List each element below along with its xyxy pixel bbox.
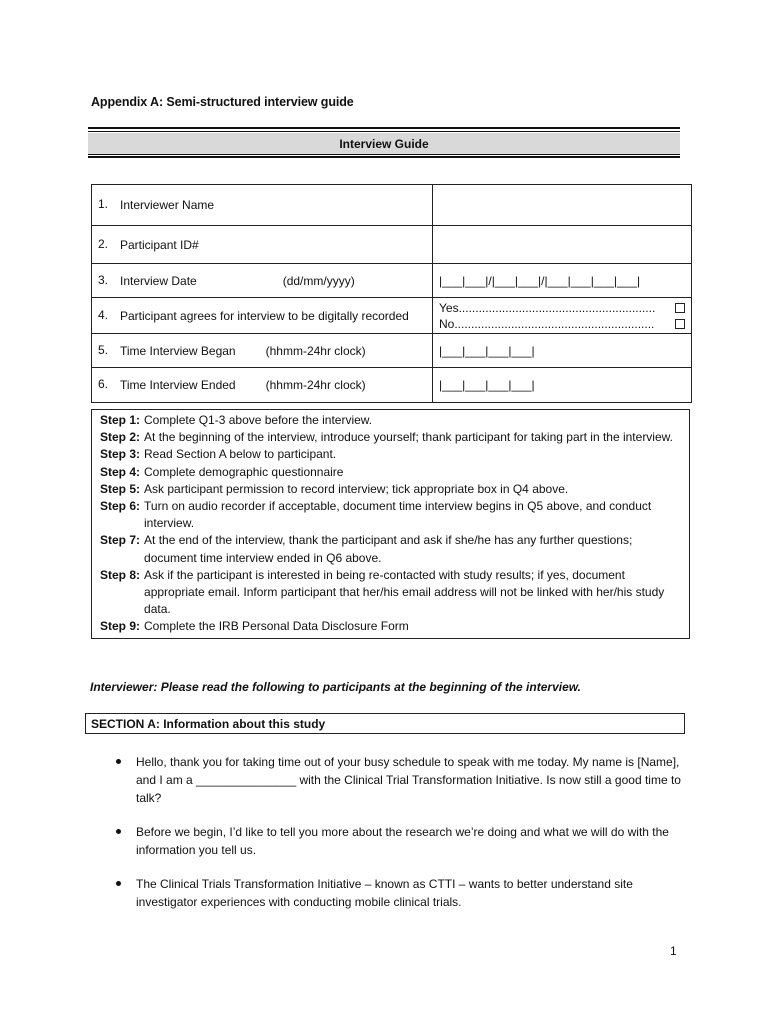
- date-fill-blanks: |___|___|/|___|___|/|___|___|___|___|: [439, 273, 641, 288]
- step-text: Read Section A below to participant.: [144, 447, 337, 462]
- page-number: 1: [670, 944, 677, 958]
- table-row: [92, 368, 692, 403]
- banner-rule: [88, 131, 680, 132]
- step-label: Step 7:: [100, 533, 141, 548]
- time-fill-blanks: |___|___|___|___|: [439, 343, 535, 358]
- question-number: 5.: [98, 342, 109, 357]
- section-a-bullets: [112, 753, 682, 927]
- step-text: Ask participant permission to record interview; tick appropriate box in Q4 above.: [144, 481, 569, 496]
- participant-id-answer-field[interactable]: [433, 226, 692, 264]
- table-row: [92, 334, 692, 368]
- question-number: 3.: [98, 272, 109, 287]
- interview-guide-banner: [88, 127, 680, 158]
- step-text: Turn on audio recorder if acceptable, document time interview begins in Q5 above, and conduct interview.: [144, 499, 652, 531]
- step-label: Step 2:: [100, 430, 141, 445]
- bullet-icon: [112, 753, 136, 807]
- step-item: [100, 481, 681, 498]
- question-number: 6.: [98, 377, 109, 391]
- time-ended-answer-field[interactable]: [433, 368, 692, 403]
- question-cell: [92, 226, 433, 264]
- step-label: Step 3:: [100, 447, 141, 462]
- bullet-icon: [112, 823, 136, 859]
- list-item: [112, 753, 682, 807]
- step-text: Ask if the participant is interested in being re-contacted with study results; if yes, document appropriate email. Inform participant that her/his email address will not be linked with her/his study data.: [144, 567, 665, 617]
- banner-title: Interview Guide: [88, 133, 680, 154]
- table-row: [92, 226, 692, 264]
- table-row: [92, 264, 692, 298]
- steps-instructions-box: [91, 409, 690, 639]
- step-label: Step 9:: [100, 619, 141, 634]
- question-cell: [92, 185, 433, 226]
- question-cell: [92, 334, 433, 368]
- step-item: [100, 498, 681, 532]
- consent-no-checkbox[interactable]: [675, 319, 685, 329]
- step-label: Step 4:: [100, 464, 141, 479]
- time-format-hint: (hhmm-24hr clock): [265, 378, 366, 392]
- banner-rule: [88, 154, 680, 155]
- interview-details-table: [91, 184, 692, 403]
- question-label: Participant agrees for interview to be digitally recorded: [120, 308, 409, 323]
- step-item: [100, 412, 681, 429]
- step-text: Complete demographic questionnaire: [144, 464, 344, 479]
- list-item: [112, 823, 682, 859]
- step-item: [100, 429, 681, 446]
- question-cell: [92, 298, 433, 334]
- question-number: 4.: [98, 307, 109, 322]
- question-label: Time Interview Ended: [120, 378, 236, 392]
- step-text: At the beginning of the interview, introduce yourself; thank participant for taking part in the interview.: [144, 430, 673, 445]
- step-text: Complete Q1-3 above before the interview.: [144, 413, 373, 427]
- time-began-answer-field[interactable]: [433, 334, 692, 368]
- time-fill-blanks: |___|___|___|___|: [439, 378, 535, 392]
- table-row: [92, 185, 692, 226]
- appendix-title: Appendix A: Semi-structured interview guide: [91, 95, 354, 109]
- step-item: [100, 464, 681, 481]
- banner-rule: [88, 127, 680, 129]
- question-cell: [92, 368, 433, 403]
- interview-date-answer-field[interactable]: [433, 264, 692, 298]
- step-item: [100, 532, 681, 566]
- step-text: Complete the IRB Personal Data Disclosure Form: [144, 619, 409, 634]
- step-label: Step 8:: [100, 567, 141, 582]
- consent-no-label: No............................................................: [439, 316, 655, 331]
- time-format-hint: (hhmm-24hr clock): [265, 343, 366, 358]
- consent-answer-field: [433, 298, 692, 334]
- bullet-text: Hello, thank you for taking time out of your busy schedule to speak with me today. My name is [Name], and I am a _______________ with the Clinical Trial Transformation Initiative. Is now still a good time to talk?: [136, 755, 681, 805]
- question-cell: [92, 264, 433, 298]
- table-row: [92, 298, 692, 334]
- interviewer-name-answer-field[interactable]: [433, 185, 692, 226]
- question-number: 1.: [98, 197, 109, 211]
- date-format-hint: (dd/mm/yyyy): [282, 273, 355, 288]
- bullet-icon: [112, 875, 136, 911]
- question-label: Participant ID#: [120, 237, 199, 252]
- question-label: Time Interview Began: [120, 343, 236, 358]
- step-item: [100, 567, 681, 619]
- bullet-text: The Clinical Trials Transformation Initiative – known as CTTI – wants to better understand site investigator experiences with conducting mobile clinical trials.: [136, 877, 633, 909]
- question-label: Interview Date: [120, 273, 197, 288]
- step-item: [100, 446, 681, 463]
- step-label: Step 5:: [100, 481, 141, 496]
- step-item: [100, 618, 681, 635]
- step-label: Step 6:: [100, 499, 141, 514]
- consent-yes-checkbox[interactable]: [675, 303, 685, 313]
- consent-yes-label: Yes...........................................................: [439, 300, 656, 315]
- step-label: Step 1:: [100, 413, 141, 427]
- list-item: [112, 875, 682, 911]
- question-number: 2.: [98, 236, 109, 251]
- step-text: At the end of the interview, thank the participant and ask if she/he has any further questions; document time interview ended in Q6 above.: [144, 533, 633, 565]
- banner-rule: [88, 156, 680, 158]
- section-a-heading: SECTION A: Information about this study: [85, 713, 685, 734]
- interviewer-note: Interviewer: Please read the following to participants at the beginning of the interview.: [90, 680, 581, 694]
- question-label: Interviewer Name: [120, 198, 215, 212]
- bullet-text: Before we begin, I’d like to tell you more about the research we’re doing and what we will do with the information you tell us.: [136, 825, 669, 857]
